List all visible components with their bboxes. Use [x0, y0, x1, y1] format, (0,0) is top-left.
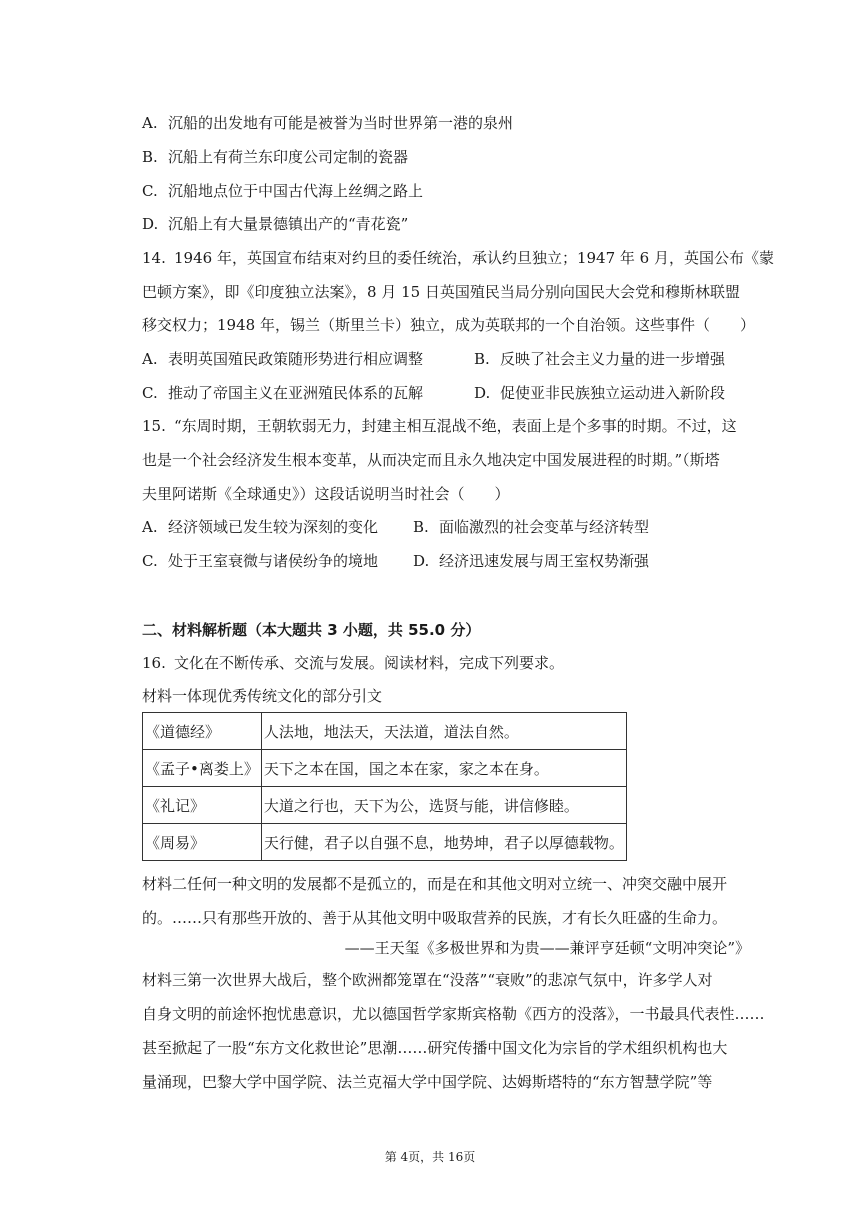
q15-option-d: D. 经济迅速发展与周王室权势渐强 [413, 552, 650, 570]
q14-stem-line-2: 巴顿方案》，即《印度独立法案》，8 月 15 日英国殖民当局分别向国民大会党和穆斯林联盟 [142, 283, 740, 301]
table-cell-source: 《孟子•离娄上》 [143, 750, 262, 787]
q15-stem-line-2: 也是一个社会经济发生根本变革，从而决定而且永久地决定中国发展进程的时期。”（斯塔 [142, 451, 720, 469]
table-cell-quote: 人法地，地法天，天法道，道法自然。 [261, 713, 626, 750]
table-row [143, 750, 627, 787]
page-footer: 第 4页，共 16页 [384, 1150, 476, 1164]
table-cell-quote: 大道之行也，天下为公，选贤与能，讲信修睦。 [261, 787, 626, 824]
material2-source: ——王天玺《多极世界和为贵——兼评亨廷顿“文明冲突论”》 [344, 939, 750, 957]
section-title: 二、材料解析题（本大题共 3 小题，共 55.0 分） [142, 621, 481, 639]
q13-option-d: D. 沉船上有大量景德镇出产的“青花瓷” [142, 215, 409, 233]
quotes-table [142, 712, 627, 861]
table-cell-source: 《道德经》 [143, 713, 262, 750]
q15-number: 15. [142, 417, 166, 435]
q14-option-c: C. 推动了帝国主义在亚洲殖民体系的瓦解 [142, 384, 424, 402]
q15-option-a: A. 经济领域已发生较为深刻的变化 [142, 518, 379, 536]
material1-title: 材料一体现优秀传统文化的部分引文 [142, 687, 383, 705]
q14-number: 14. [142, 249, 166, 267]
material2-line-1: 材料二任何一种文明的发展都不是孤立的，而是在和其他文明对立统一、冲突交融中展开 [142, 875, 728, 893]
q13-option-b: B. 沉船上有荷兰东印度公司定制的瓷器 [142, 148, 409, 166]
material3-line-1: 材料三第一次世界大战后，整个欧洲都笼罩在“没落”“衰败”的悲凉气氛中，许多学人对 [142, 971, 713, 989]
q14-stem-line-1: 14. 1946 年，英国宣布结束对约旦的委任统治，承认约旦独立；1947 年 6 月，英国公布《蒙 [142, 249, 774, 267]
table-cell-source: 《礼记》 [143, 787, 262, 824]
q15-stem-line-3: 夫里阿诺斯《全球通史》）这段话说明当时社会（ ） [142, 485, 510, 503]
q14-option-d: D. 促使亚非民族独立运动进入新阶段 [474, 384, 726, 402]
q15-stem-line-1: 15. “东周时期，王朝软弱无力，封建主相互混战不绝，表面上是个多事的时期。不过，这 [142, 417, 737, 435]
q14-option-a: A. 表明英国殖民政策随形势进行相应调整 [142, 350, 424, 368]
table-cell-quote: 天下之本在国，国之本在家，家之本在身。 [261, 750, 626, 787]
q15-option-b: B. 面临激烈的社会变革与经济转型 [413, 518, 650, 536]
q16-number: 16. [142, 654, 166, 672]
table-row [143, 713, 627, 750]
table-row [143, 824, 627, 861]
table-cell-source: 《周易》 [143, 824, 262, 861]
q13-option-c: C. 沉船地点位于中国古代海上丝绸之路上 [142, 182, 424, 200]
q16-stem: 16. 文化在不断传承、交流与发展。阅读材料，完成下列要求。 [142, 654, 565, 672]
q15-option-c: C. 处于王室衰微与诸侯纷争的境地 [142, 552, 379, 570]
table-cell-quote: 天行健，君子以自强不息，地势坤，君子以厚德载物。 [261, 824, 626, 861]
q13-option-a: A. 沉船的出发地有可能是被誉为当时世界第一港的泉州 [142, 114, 514, 132]
material3-line-2: 自身文明的前途怀抱忧患意识，尤以德国哲学家斯宾格勒《西方的没落》，一书最具代表性…… [142, 1005, 765, 1023]
table-row [143, 787, 627, 824]
q14-stem-line-3: 移交权力；1948 年，锡兰（斯里兰卡）独立，成为英联邦的一个自治领。这些事件（ ） [142, 316, 755, 334]
material3-line-4: 量涌现，巴黎大学中国学院、法兰克福大学中国学院、达姆斯塔特的“东方智慧学院”等 [142, 1073, 713, 1091]
material2-line-2: 的。……只有那些开放的、善于从其他文明中吸取营养的民族，才有长久旺盛的生命力。 [142, 909, 728, 927]
material3-line-3: 甚至掀起了一股“东方文化救世论”思潮……研究传播中国文化为宗旨的学术组织机构也大 [142, 1039, 728, 1057]
q14-option-b: B. 反映了社会主义力量的进一步增强 [474, 350, 726, 368]
